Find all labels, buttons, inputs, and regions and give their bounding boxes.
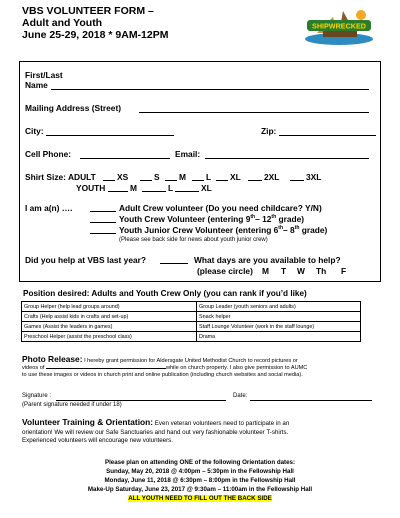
day-f[interactable]: F — [341, 266, 347, 276]
orientation-plan: Please plan on attending ONE of the following Orientation dates: — [104, 459, 296, 466]
positions-table — [21, 301, 361, 342]
shirt-size-xl: XL — [230, 172, 241, 182]
youth-l-blank[interactable] — [142, 191, 166, 192]
youth-back-side-note: ALL YOUTH NEED TO FILL OUT THE BACK SIDE — [128, 495, 272, 502]
shirt-size-l: L — [206, 172, 212, 182]
cell-phone-label: Cell Phone: — [25, 149, 72, 159]
vbs-last-year-label: Did you help at VBS last year? — [25, 255, 147, 265]
position-group-helper[interactable]: Group Helper (help lead groups around) — [22, 302, 197, 312]
orientation-label: Volunteer Training & Orientation: — [22, 417, 154, 427]
photo-release-text-2b: while on church property. I also give permission to AUMC — [165, 365, 308, 372]
table-row — [22, 312, 361, 322]
role-junior: Youth Junior Crew Volunteer (entering 6th– 8th grade) — [119, 225, 328, 235]
orientation-date-3: Make-Up Saturday, June 23, 2017 @ 9:30am – 11:00am in the Fellowship Hall — [87, 486, 313, 493]
table-row — [22, 302, 361, 312]
shirt-xs-blank[interactable] — [103, 180, 115, 181]
address-label: Mailing Address (Street) — [25, 103, 122, 113]
shirt-3xl-blank[interactable] — [290, 180, 304, 181]
name-label: Name — [25, 80, 48, 90]
role-youth: Youth Crew Volunteer (entering 9th– 12th grade) — [119, 214, 305, 224]
child-name-field[interactable] — [46, 368, 166, 369]
shirt-size-2xl: 2XL — [264, 172, 280, 182]
role-adult: Adult Crew volunteer (Do you need childcare? Y/N) — [119, 203, 322, 213]
city-label: City: — [25, 126, 44, 136]
zip-label: Zip: — [261, 126, 277, 136]
day-th[interactable]: Th — [316, 266, 327, 276]
logo-text: SHIPWRECKED — [312, 21, 366, 31]
role-note: (Please see back side for news about youth junior crew) — [119, 237, 268, 243]
youth-size-m: M — [130, 183, 137, 193]
orientation-text-3: Experienced volunteers will encourage new volunteers. — [22, 437, 173, 444]
role-youth-blank[interactable] — [90, 222, 116, 223]
days-circle-label: (please circle) — [197, 266, 253, 276]
form-title: VBS VOLUNTEER FORM – — [22, 5, 154, 17]
youth-size-l: L — [168, 183, 174, 193]
form-dates: June 25-29, 2018 * 9AM-12PM — [22, 29, 169, 41]
city-field[interactable] — [46, 135, 174, 136]
youth-m-blank[interactable] — [108, 191, 128, 192]
photo-release-text-2a: videos of — [22, 365, 45, 372]
date-label: Date: — [233, 393, 248, 399]
photo-release-label: Photo Release: — [22, 354, 83, 364]
date-field[interactable] — [250, 400, 372, 401]
signature-field[interactable] — [56, 400, 226, 401]
signature-label: Signature : — [22, 393, 52, 399]
vbs-last-year-field[interactable] — [160, 263, 188, 264]
position-staff-lounge[interactable]: Staff Lounge Volunteer (work in the staff lounge) — [197, 322, 361, 332]
parent-signature-note: (Parent signature needed if under 18) — [22, 402, 122, 408]
position-group-leader[interactable]: Group Leader (youth seniors and adults) — [197, 302, 361, 312]
position-games[interactable]: Games (Assist the leaders in games) — [22, 322, 197, 332]
orientation-section — [22, 418, 382, 446]
day-m[interactable]: M — [262, 266, 269, 276]
cell-phone-field[interactable] — [80, 158, 170, 159]
form-subtitle: Adult and Youth — [22, 17, 103, 29]
orientation-date-1: Sunday, May 20, 2018 @ 4:00pm – 5:30pm in the Fellowship Hall — [106, 468, 294, 475]
youth-xl-blank[interactable] — [175, 191, 199, 192]
photo-release-text-1: I hereby grant permission for Aldersgate United Methodist Church to record pictures or — [84, 358, 298, 364]
shirt-size-m: M — [179, 172, 186, 182]
email-field[interactable] — [205, 158, 369, 159]
address-field[interactable] — [139, 112, 369, 113]
orientation-text-2: orientation! We will review our Safe Sanctuaries and hand out very fashionable volunteer T-shirts. — [22, 428, 289, 436]
position-crafts[interactable]: Crafts (Help assist kids in crafts and set-up) — [22, 312, 197, 322]
first-last-label: First/Last — [25, 70, 63, 80]
position-drama[interactable]: Drama — [197, 332, 361, 342]
shirt-s-blank[interactable] — [140, 180, 152, 181]
shirt-size-label: Shirt Size: ADULT — [25, 172, 96, 182]
zip-field[interactable] — [279, 135, 376, 136]
table-row — [22, 332, 361, 342]
shirt-xl-blank[interactable] — [216, 180, 228, 181]
shipwrecked-logo — [303, 5, 375, 45]
shirt-size-s: S — [154, 172, 160, 182]
photo-release-text-3: to use these images or videos in church print and online publication (including church websites and social media). — [22, 372, 303, 379]
role-junior-blank[interactable] — [90, 233, 116, 234]
role-adult-blank[interactable] — [90, 211, 116, 212]
youth-size-xl: XL — [201, 183, 212, 193]
orientation-date-2: Monday, June 11, 2018 @ 6:30pm – 8:00pm in the Fellowship Hall — [104, 477, 296, 484]
youth-size-label: YOUTH — [76, 183, 106, 193]
iam-label: I am a(n) …. — [25, 203, 73, 213]
position-preschool[interactable]: Preschool Helper (assist the preschool class) — [22, 332, 197, 342]
day-t[interactable]: T — [281, 266, 287, 276]
name-field[interactable] — [51, 89, 369, 90]
email-label: Email: — [175, 149, 201, 159]
shirt-size-xs: XS — [117, 172, 129, 182]
photo-release-section — [22, 356, 382, 380]
shirt-2xl-blank[interactable] — [248, 180, 262, 181]
days-question: What days are you available to help? — [194, 255, 341, 265]
table-row — [22, 322, 361, 332]
shirt-l-blank[interactable] — [192, 180, 204, 181]
shirt-m-blank[interactable] — [165, 180, 177, 181]
day-w[interactable]: W — [297, 266, 305, 276]
positions-heading: Position desired: Adults and Youth Crew Only (you can rank if you’d like) — [23, 289, 307, 298]
shirt-size-3xl: 3XL — [306, 172, 322, 182]
orientation-text-1: Even veteran volunteers need to participate in an — [154, 420, 290, 427]
position-snack-helper[interactable]: Snack helper — [197, 312, 361, 322]
